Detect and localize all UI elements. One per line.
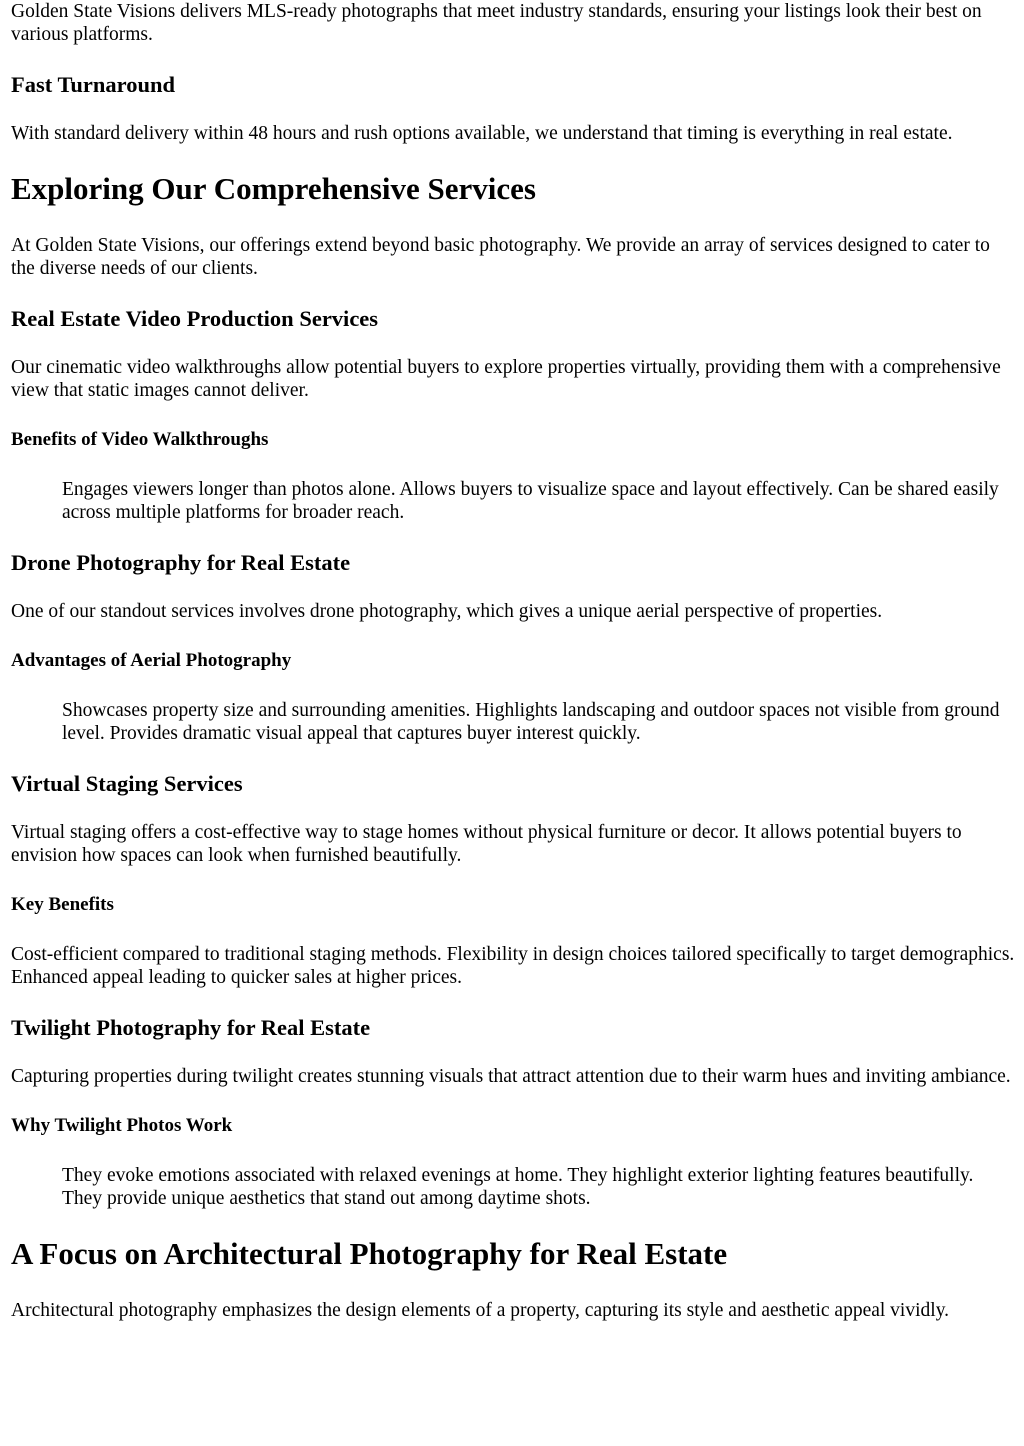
architectural-paragraph: Architectural photography emphasizes the design elements of a property, capturing its style and aesthetic appeal vividly. xyxy=(11,1300,950,1321)
architectural-heading: A Focus on Architectural Photography for Real Estate xyxy=(11,1236,728,1271)
staging-benefits-paragraph: Cost-efficient compared to traditional staging methods. Flexibility in design choices tailored specifically to target demographics. Enhanced appeal leading to quicker sales at higher prices. xyxy=(11,944,1015,988)
video-subheading: Benefits of Video Walkthroughs xyxy=(11,429,269,450)
twilight-reasons-quote: They evoke emotions associated with relaxed evenings at home. They highlight exterior lighting features beautifully. They provide unique aesthetics that stand out among daytime shots. xyxy=(62,1165,974,1209)
video-paragraph: Our cinematic video walkthroughs allow potential buyers to explore properties virtually, providing them with a comprehensive view that static images cannot deliver. xyxy=(11,357,1001,401)
staging-heading: Virtual Staging Services xyxy=(11,771,243,796)
fast-turnaround-paragraph: With standard delivery within 48 hours and rush options available, we understand that timing is everything in real estate. xyxy=(11,123,953,144)
twilight-subheading: Why Twilight Photos Work xyxy=(11,1115,233,1136)
staging-paragraph: Virtual staging offers a cost-effective way to stage homes without physical furniture or decor. It allows potential buyers to envision how spaces can look when furnished beautifully. xyxy=(11,822,962,866)
drone-heading: Drone Photography for Real Estate xyxy=(11,550,351,575)
drone-subheading: Advantages of Aerial Photography xyxy=(11,650,292,671)
staging-subheading: Key Benefits xyxy=(11,894,114,915)
drone-advantages-quote: Showcases property size and surrounding amenities. Highlights landscaping and outdoor spaces not visible from ground level. Provides dramatic visual appeal that captures buyer interest quickly. xyxy=(62,700,1000,744)
services-heading: Exploring Our Comprehensive Services xyxy=(11,171,536,206)
drone-paragraph: One of our standout services involves drone photography, which gives a unique aerial perspective of properties. xyxy=(11,601,883,622)
intro-paragraph: Golden State Visions delivers MLS-ready photographs that meet industry standards, ensuring your listings look their best on various platforms. xyxy=(11,1,982,45)
services-paragraph: At Golden State Visions, our offerings extend beyond basic photography. We provide an array of services designed to cater to the diverse needs of our clients. xyxy=(11,235,990,279)
video-heading: Real Estate Video Production Services xyxy=(11,306,379,331)
twilight-heading: Twilight Photography for Real Estate xyxy=(11,1015,371,1040)
video-benefits-quote: Engages viewers longer than photos alone. Allows buyers to visualize space and layout effectively. Can be shared easily across multiple platforms for broader reach. xyxy=(62,479,999,523)
twilight-paragraph: Capturing properties during twilight creates stunning visuals that attract attention due to their warm hues and inviting ambiance. xyxy=(11,1066,1011,1087)
fast-turnaround-heading: Fast Turnaround xyxy=(11,72,176,97)
